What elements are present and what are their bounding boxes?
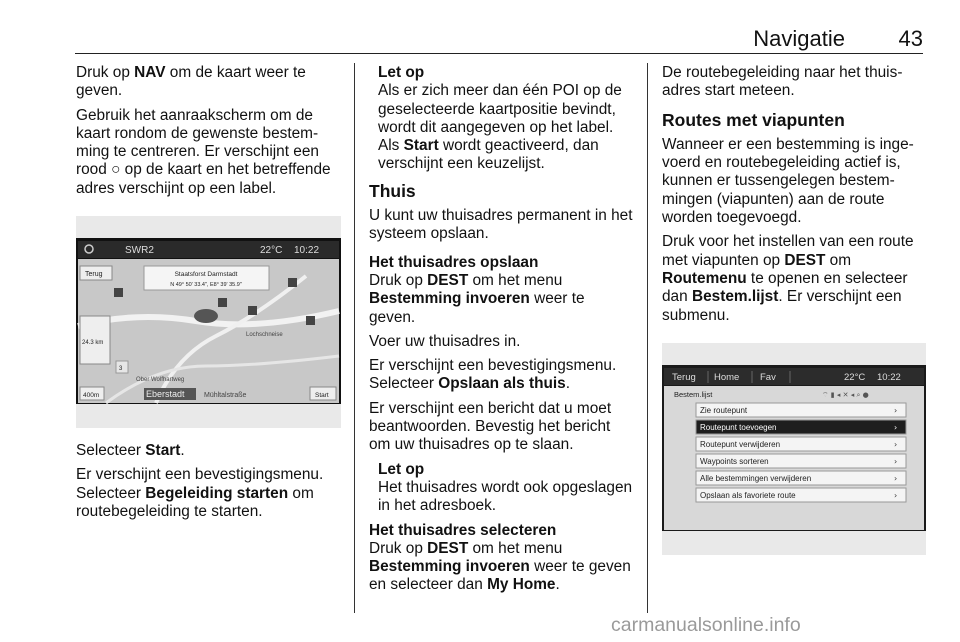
- map-back-button: Terug: [85, 271, 103, 279]
- chevron-right-icon: ›: [894, 422, 898, 432]
- chevron-right-icon: ›: [894, 439, 898, 449]
- scale-button: 400m: [83, 392, 100, 400]
- column-2: [369, 64, 633, 601]
- paragraph: Er verschijnt een bevestigingsmenu. Selecteer Begeleiding starten om routebegeleiding te starten.: [76, 466, 324, 520]
- menu-item-label: Routepunt toevoegen: [700, 422, 777, 432]
- column-divider: [354, 63, 355, 613]
- note-title: Let op: [378, 64, 425, 81]
- menu-time: 10:22: [877, 371, 901, 383]
- subsection-heading: Het thuisadres opslaan: [369, 253, 539, 271]
- menu-item-label: Zie routepunt: [700, 405, 748, 415]
- paragraph: Voer uw thuisadres in.: [369, 332, 521, 350]
- road-number: 3: [119, 366, 123, 373]
- paragraph: Er verschijnt een bericht dat u moet beantwoorden. Bevestig het bericht om uw thuisadres op te slaan.: [369, 399, 612, 454]
- subsection-heading: Het thuisadres selecteren: [369, 521, 557, 539]
- note-text: Het thuisadres wordt ook opgeslagen in het adresboek.: [378, 478, 633, 515]
- menu-item-label: Opslaan als favoriete route: [700, 490, 796, 500]
- status-icons: ⌔ ▮ ◂ ✕ ◂ ⌕ ●: [822, 390, 869, 399]
- paragraph: De routebegeleiding naar het thuisadres start meteen.: [662, 64, 903, 100]
- tab-terug: Terug: [672, 371, 696, 383]
- tab-home: Home: [714, 371, 740, 383]
- paragraph: Druk op DEST om het menu Bestemming invoeren weer te geven en selecteer dan My Home.: [369, 539, 631, 594]
- paragraph: Selecteer Start.: [76, 442, 185, 460]
- menu-item-label: Alle bestemmingen verwijderen: [700, 473, 812, 483]
- menu-temp: 22°C: [844, 371, 866, 383]
- column-3: [662, 64, 926, 555]
- paragraph: Wanneer er een bestemming is ingevoerd en routebegeleiding actief is, kunnen er tussengelegen bestemmingen (viapunten) aan de route worden toegevoegd.: [662, 135, 914, 227]
- page-number: 43: [898, 26, 923, 51]
- menu-item-label: Routepunt verwijderen: [700, 439, 781, 449]
- note-title: Let op: [378, 460, 425, 478]
- place-label: Eberstadt: [146, 389, 185, 400]
- temp-label: 22°C: [260, 245, 283, 257]
- paragraph: Gebruik het aanraakscherm om de kaart rondom de gewenste bestemming te centreren. Er verschijnt een rood ○ op de kaart en het betreffende adres verschijnt op een label.: [76, 106, 331, 197]
- section-heading: Routes met viapunten: [662, 109, 845, 130]
- start-button: Start: [315, 392, 329, 400]
- section-heading: Thuis: [369, 180, 416, 201]
- paragraph: Druk op NAV om de kaart weer te geven.: [76, 64, 306, 100]
- label-coords: N 49° 50' 33.4", E8° 39' 35.9": [170, 282, 242, 289]
- chevron-right-icon: ›: [894, 490, 898, 500]
- paragraph: Druk op DEST om het menu Bestemming invoeren weer te geven.: [369, 271, 585, 326]
- menu-item-label: Waypoints sorteren: [700, 456, 769, 466]
- note-box: [369, 64, 633, 174]
- tab-fav: Fav: [760, 371, 776, 383]
- watermark: carmanualsonline.info: [611, 614, 801, 636]
- note-box: [369, 461, 633, 516]
- chevron-right-icon: ›: [894, 473, 898, 483]
- column-1: [76, 64, 341, 527]
- chevron-right-icon: ›: [894, 405, 898, 415]
- page-header: [0, 0, 960, 54]
- chevron-right-icon: ›: [894, 456, 898, 466]
- paragraph: Druk voor het instellen van een route met viapunten op DEST om Routemenu te openen en selecteer dan Bestem.lijst. Er verschijnt een submenu.: [662, 233, 914, 324]
- red-circle-symbol: ○: [111, 161, 121, 179]
- station-label: SWR2: [125, 245, 154, 257]
- menu-subtitle: Bestem.lijst: [674, 389, 713, 399]
- distance-label: 24.3 km: [82, 340, 104, 347]
- red-circle-marker: [194, 309, 218, 323]
- map-screenshot: [76, 216, 341, 428]
- place-label: Ober Wolfhartweg: [136, 377, 185, 384]
- place-label: Mühltalstraße: [204, 392, 247, 400]
- header-rule: [75, 53, 923, 54]
- header-title: Navigatie: [753, 26, 845, 51]
- paragraph: U kunt uw thuisadres permanent in het systeem opslaan.: [369, 207, 633, 243]
- place-label: Lochschneise: [246, 332, 283, 339]
- time-label: 10:22: [294, 245, 320, 257]
- note-text: Als er zich meer dan één POI op de geselecteerde kaartpositie bevindt, wordt dit aangegeven op het label. Als Start wordt geactiveerd, dan verschijnt een keuzelijst.: [378, 82, 622, 173]
- label-title: Staatsforst Darmstadt: [174, 271, 238, 279]
- menu-screenshot: [662, 343, 926, 555]
- column-divider: [647, 63, 648, 613]
- paragraph: Er verschijnt een bevestigingsmenu. Selecteer Opslaan als thuis.: [369, 357, 617, 393]
